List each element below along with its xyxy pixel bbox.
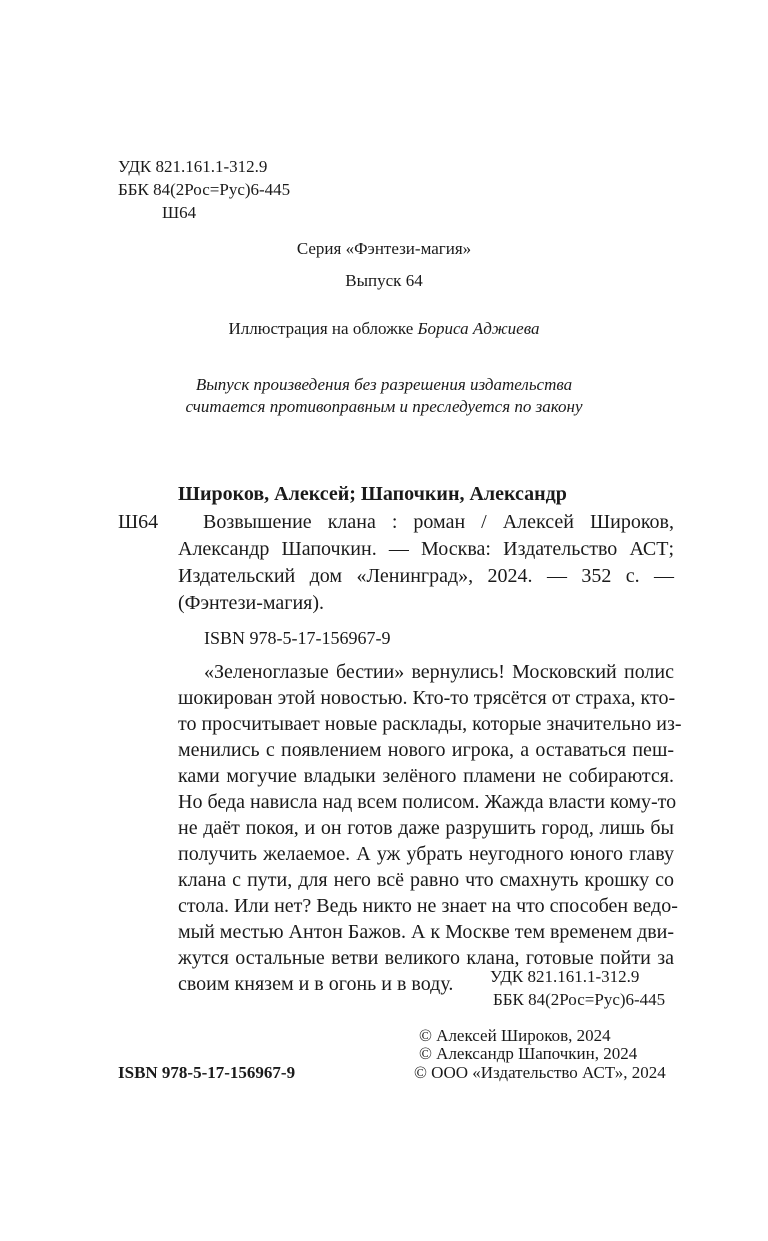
annotation-line: клана с пути, для него всё равно что смахнуть крошку со xyxy=(178,869,674,891)
annotation-line: менились с появлением нового игрока, а оставаться пеш- xyxy=(178,739,674,761)
annotation-line: стола. Или нет? Ведь никто не знает на что способен ведо- xyxy=(178,895,678,917)
footer-bbk: ББК 84(2Рос=Рус)6-445 xyxy=(493,990,666,1009)
catalog-authors: Широков, Алексей; Шапочкин, Александр xyxy=(178,483,567,505)
catalog-line: Возвышение клана : роман / Алексей Широков, xyxy=(203,511,674,533)
annotation-line: получить желаемое. А уж убрать неугодного юного главу xyxy=(178,843,674,865)
header-udk: УДК 821.161.1-312.9 xyxy=(118,157,268,176)
illustration-prefix: Иллюстрация на обложке xyxy=(228,319,418,338)
annotation-line: шокирован этой новостью. Кто-то трясётся от страха, кто- xyxy=(178,687,676,709)
bottom-isbn: ISBN 978-5-17-156967-9 xyxy=(118,1063,296,1082)
header-bbk: ББК 84(2Рос=Рус)6-445 xyxy=(118,180,291,199)
footer-udk: УДК 821.161.1-312.9 xyxy=(490,967,640,986)
annotation-line: Но беда нависла над всем полисом. Жажда власти кому-то xyxy=(178,791,677,813)
catalog-last-line: (Фэнтези-магия). xyxy=(178,592,325,614)
catalog-isbn: ISBN 978-5-17-156967-9 xyxy=(204,628,391,648)
copyright-line-2: © Александр Шапочкин, 2024 xyxy=(419,1044,638,1063)
annotation-line: жутся остальные ветви великого клана, готовые пойти за xyxy=(178,947,674,969)
annotation-line: то просчитывает новые расклады, которые значительно из- xyxy=(178,713,682,735)
series-name: Серия «Фэнтези-магия» xyxy=(296,239,472,258)
header-author-mark: Ш64 xyxy=(162,203,197,222)
annotation-line: мый местью Антон Бажов. А к Москве тем временем дви- xyxy=(178,921,675,943)
catalog-line: Александр Шапочкин. — Москва: Издательство АСТ; xyxy=(178,538,674,560)
catalog-description xyxy=(178,509,674,616)
warning-line-1: Выпуск произведения без разрешения издательства xyxy=(195,375,573,394)
copyright-line-1: © Алексей Широков, 2024 xyxy=(419,1026,611,1045)
annotation xyxy=(178,659,682,997)
annotation-last-line: своим князем и в огонь и в воду. xyxy=(178,973,454,995)
annotation-line: «Зеленоглазые бестии» вернулись! Московский полис xyxy=(204,661,674,683)
illustration-artist: Бориса Аджиева xyxy=(417,319,540,338)
annotation-line: не даёт покоя, и он готов даже разрушить город, лишь бы xyxy=(178,817,674,839)
copyright-line-3: © ООО «Издательство АСТ», 2024 xyxy=(414,1063,666,1082)
warning-line-2: считается противоправным и преследуется по закону xyxy=(185,397,583,416)
series-issue: Выпуск 64 xyxy=(345,271,423,290)
catalog-mark: Ш64 xyxy=(118,511,159,533)
annotation-line: ками могучие владыки зелёного пламени не собираются. xyxy=(178,765,674,787)
illustration-credit xyxy=(0,318,768,340)
catalog-line: Издательский дом «Ленинград», 2024. — 352 с. — xyxy=(178,565,674,587)
